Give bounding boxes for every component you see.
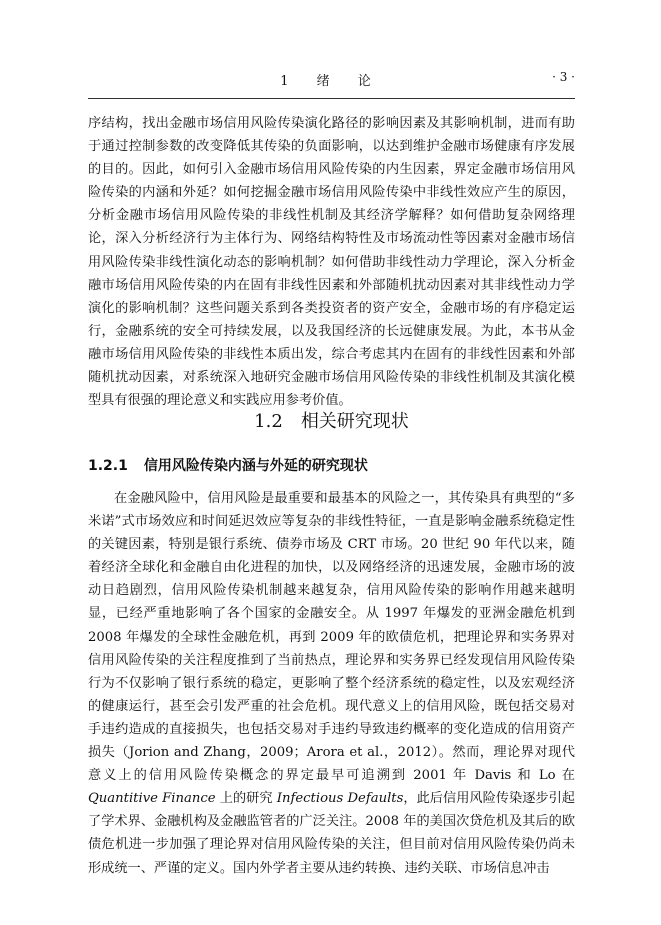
header-rule [88, 98, 575, 99]
paragraph-2 [88, 487, 575, 880]
article-title: Infectious Defaults [276, 791, 404, 807]
subsection-heading [88, 455, 368, 475]
journal-title: Quantitive Finance [88, 791, 216, 807]
subsection-number: 1.2.1 [88, 458, 128, 474]
paragraph-2-text-b: 上的研究 [215, 791, 277, 807]
subsection-title: 信用风险传染内涵与外延的研究现状 [143, 458, 368, 474]
page-number: · 3 · [552, 70, 575, 84]
section-heading [88, 407, 575, 433]
running-header [88, 70, 575, 92]
section-number: 1.2 [254, 411, 283, 432]
section-title: 相关研究现状 [300, 411, 409, 432]
paragraph-2-text-a: 在金融风险中，信用风险是最重要和最基本的风险之一，其传染具有典型的“多米诺”式市场效应和时间延迟效应等复杂的非线性特征，一直是影响金融系统稳定性的关键因素，特别是银行系统、债券市场及 CRT 市场。20 世纪 90 年代以来，随着经济全球化和金融自由化进程的加快，以及网络经济的迅速发展，金融市场的波动日趋剧烈，信用风险传染机制越来越复杂，信用风险传染的影响作用越来越明显，已经严重地影响了各个国家的金融安全。从 1997 年爆发的亚洲金融危机到 2008 年爆发的全球性金融危机，再到 2009 年的欧债危机，把理论界和实务界对信用风险传染的关注程度推到了当前热点，理论界和实务界已经发现信用风险传染行为不仅影响了银行系统的稳定，更影响了整个经济系统的稳定性，以及宏观经济的健康运行，甚至会引发严重的社会危机。现代意义上的信用风险，既包括交易对手违约造成的直接损失，也包括交易对手违约导致违约概率的变化造成的信用资产损失（Jorion and Zhang，2009；Arora et al.，2012）。然而，理论界对现代意义上的信用风险传染概念的界定最早可追溯到 2001 年 Davis 和 Lo 在 [88, 491, 575, 784]
paragraph-2-text-c: ，此后信用风险传染逐步引起了学术界、金融机构及金融监管者的广泛关注。2008 年的美国次贷危机及其后的欧债危机进一步加强了理论界对信用风险传染的关注，但目前对信用风险传染仍尚未形成统一、严谨的定义。国内外学者主要从违约转换、违约关联、市场信息冲击 [88, 791, 575, 876]
chapter-title: 1 绪 论 [280, 74, 383, 89]
paragraph-1: 序结构，找出金融市场信用风险传染演化路径的影响因素及其影响机制，进而有助于通过控制参数的改变降低其传染的负面影响，以达到维护金融市场健康有序发展的目的。因此，如何引入金融市场信用风险传染的内生因素，界定金融市场信用风险传染的内涵和外延？如何挖掘金融市场信用风险传染中非线性效应产生的原因，分析金融市场信用风险传染的非线性机制及其经济学解释？如何借助复杂网络理论，深入分析经济行为主体行为、网络结构特性及市场流动性等因素对金融市场信用风险传染非线性演化动态的影响机制？如何借助非线性动力学理论，深入分析金融市场信用风险传染的内在固有非线性因素和外部随机扰动因素对其非线性动力学演化的影响机制？这些问题关系到各类投资者的资产安全，金融市场的有序稳定运行，金融系统的安全可持续发展，以及我国经济的长远健康发展。为此，本书从金融市场信用风险传染的非线性本质出发，综合考虑其内在固有的非线性因素和外部随机扰动因素，对系统深入地研究金融市场信用风险传染的非线性机制及其演化模型具有很强的理论意义和实践应用参考价值。 [88, 116, 575, 409]
